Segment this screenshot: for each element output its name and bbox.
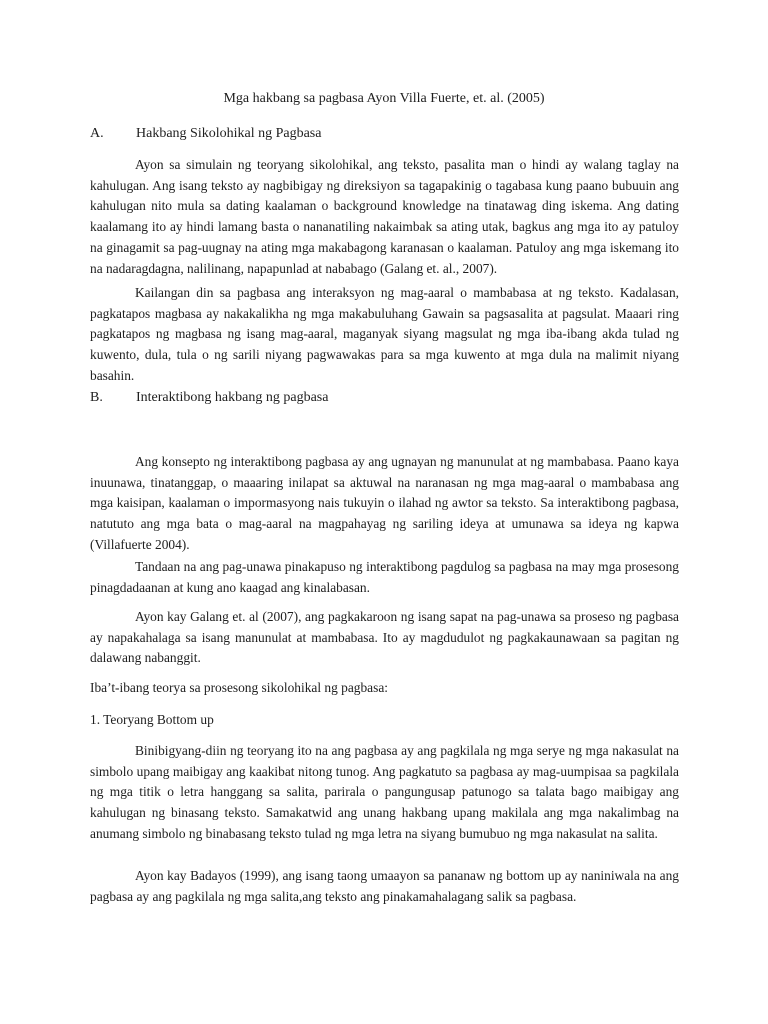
paragraph: Kailangan din sa pagbasa ang interaksyon ng mag-aaral o mambabasa at ng teksto. Kadalasan, pagkatapos magbasa ay nakakalikha ng mga makabuluhang Gawain sa pagsasalita at pagsulat. Maaari ring pagkatapos ng magbasa ng isang mag-aaral, maganyak siyang magsulat ng mga iba-ibang akda tulad ng kuwento, dula, tula o ng sarili niyang pagwawakas para sa mga kuwento at mga dula na malimit niyang basahin.	[90, 285, 679, 383]
section-b-title: Interaktibong hakbang ng pagbasa	[136, 390, 329, 405]
theory-1-heading: 1. Teoryang Bottom up	[90, 712, 214, 727]
paragraph: Binibigyang-diin ng teoryang ito na ang pagbasa ay ang pagkilala ng mga serye ng mga nakasulat na simbolo upang maibigay ang kaakibat nitong tunog. Ang pagkatuto sa pagbasa ay mag-uumpisaa sa pagkilala ng mga titik o letra hanggang sa salita, parirala o pangungusap patunogo sa talata bago maibigay ang kahulugan ng binasang teksto. Samakatwid ang unang hakbang upang makilala ang mga nakalimbag na anumang simbolo ng binabasang teksto tulad ng mga letra na siyang bumubuo ng mga nakasulat na salita.	[90, 743, 679, 841]
paragraph: Ang konsepto ng interaktibong pagbasa ay ang ugnayan ng manunulat at ng mambabasa. Paano kaya inuunawa, tinatanggap, o maaaring inilapat sa aktuwal na naranasan ng mga mag-aaral o mambabasa ang mga kaisipan, kaalaman o impormasyong nais tukuyin o ilahad ng awtor sa teksto. Sa interaktibong pagbasa, natututo ang mga bata o mag-aaral na magpahayag ng sariling ideya at umunawa sa ideya ng kapwa (Villafuerte 2004).	[90, 454, 679, 552]
section-a-letter: A.	[90, 126, 104, 141]
paragraph: Tandaan na ang pag-unawa pinakapuso ng interaktibong pagdulog sa pagbasa na may mga prosesong pinagdadaanan at kung ano kaagad ang kinalabasan.	[90, 559, 679, 595]
section-a-heading	[90, 124, 321, 144]
document-title: Mga hakbang sa pagbasa Ayon Villa Fuerte, et. al. (2005)	[223, 91, 545, 106]
theories-intro: Iba’t-ibang teorya sa prosesong sikolohikal ng pagbasa:	[90, 680, 388, 695]
paragraph: Ayon kay Galang et. al (2007), ang pagkakaroon ng isang sapat na pag-unawa sa proseso ng pagbasa ay napakahalaga sa isang manunulat at mambabasa. Ito ay magdudulot ng pagkakaunawaan sa pagitan ng dalawang nabanggit.	[90, 609, 679, 666]
paragraph: Ayon kay Badayos (1999), ang isang taong umaayon sa pananaw ng bottom up ay naniniwala na ang pagbasa ay ang pagkilala ng mga salita,ang teksto ang pinakamahalagang salik sa pagbasa.	[90, 868, 679, 904]
section-b-letter: B.	[90, 390, 103, 405]
paragraph: Ayon sa simulain ng teoryang sikolohikal, ang teksto, pasalita man o hindi ay walang taglay na kahulugan. Ang isang teksto ay nagbibigay ng direksiyon sa tagapakinig o tagabasa kung paano bubuuin ang kahulugan nito mula sa dating kaalaman o background knowledge na tinatawag ding iskema. Ang dating kaalamang ito ay hindi lamang basta o nananatiling nakaimbak sa ating utak, bagkus ang mga ito ay patuloy na ginagamit sa pag-uugnay na ating mga makabagong karanasan o kaalaman. Patuloy ang mga iskemang ito na nadaragdagna, nalilinang, napapunlad at nababago (Galang et. al., 2007).	[90, 157, 679, 276]
section-b-heading	[90, 388, 328, 408]
section-a-title: Hakbang Sikolohikal ng Pagbasa	[136, 126, 322, 141]
